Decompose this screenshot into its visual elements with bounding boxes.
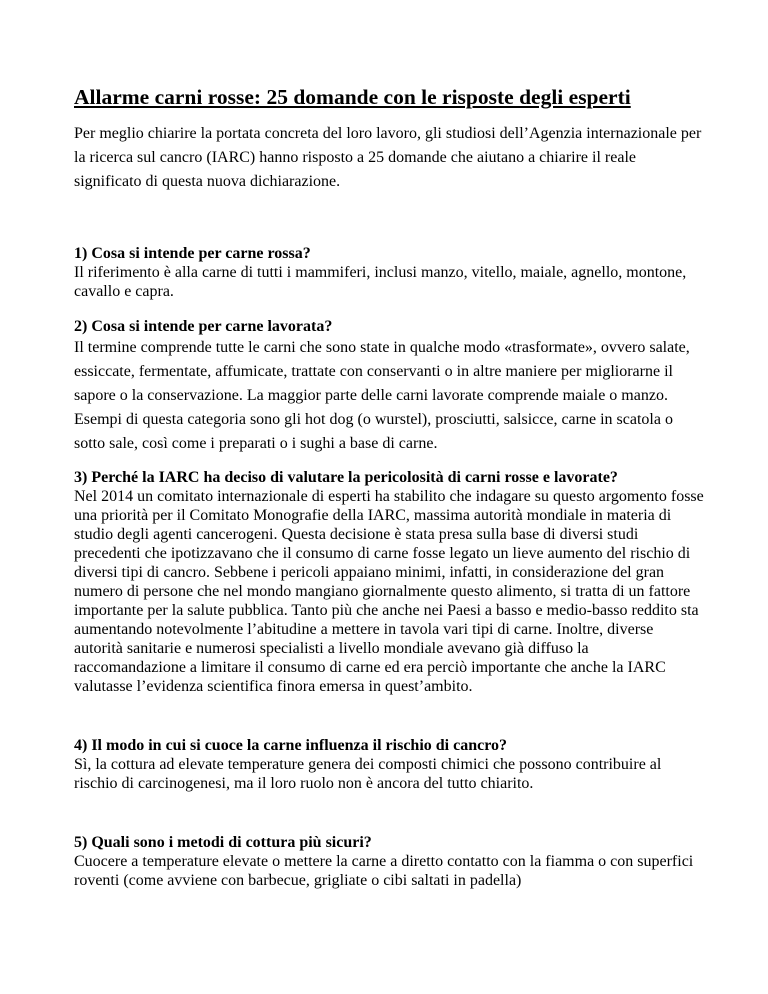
question-5: 5) Quali sono i metodi di cottura più sicuri? [74, 834, 372, 851]
question-2: 2) Cosa si intende per carne lavorata? [74, 318, 333, 335]
qa-item-3 [74, 468, 704, 696]
qa-item-2 [74, 317, 704, 456]
answer-4: Sì, la cottura ad elevate temperature genera dei composti chimici che possono contribuire al rischio di carcinogenesi, ma il loro ruolo non è ancora del tutto chiarito. [74, 756, 662, 792]
question-3: 3) Perché la IARC ha deciso di valutare la pericolosità di carni rosse e lavorate? [74, 469, 618, 486]
answer-3: Nel 2014 un comitato internazionale di esperti ha stabilito che indagare su questo argomento fosse una priorità per il Comitato Monografie della IARC, massima autorità mondiale in materia di studio degli agenti cancerogeni. Questa decisione è stata presa sulla base di diversi studi precedenti che ipotizzavano che il consumo di carne fosse legato un lieve aumento del rischio di diversi tipi di cancro. Sebbene i pericoli appaiano minimi, infatti, in considerazione del gran numero di persone che nel mondo mangiano giornalmente questo alimento, si tratta di un fattore importante per la salute pubblica. Tanto più che anche nei Paesi a basso e medio-basso reddito sta aumentando notevolmente l’abitudine a mettere in tavola vari tipi di carne. Inoltre, diverse autorità sanitarie e numerosi specialisti a livello mondiale avevano già diffuso la raccomandazione a limitare il consumo di carne ed era perciò importante che anche la IARC valutasse l’evidenza scientifica finora emersa in quest’ambito. [74, 488, 704, 695]
intro-paragraph: Per meglio chiarire la portata concreta del loro lavoro, gli studiosi dell’Agenzia internazionale per la ricerca sul cancro (IARC) hanno risposto a 25 domande che aiutano a chiarire il reale significato di questa nuova dichiarazione. [74, 125, 702, 190]
qa-item-4 [74, 736, 704, 793]
answer-1: Il riferimento è alla carne di tutti i mammiferi, inclusi manzo, vitello, maiale, agnello, montone, cavallo e capra. [74, 264, 687, 300]
question-1: 1) Cosa si intende per carne rossa? [74, 245, 311, 262]
qa-item-5 [74, 833, 704, 890]
answer-5: Cuocere a temperature elevate o mettere la carne a diretto contatto con la fiamma o con superfici roventi (come avviene con barbecue, grigliate o cibi saltati in padella) [74, 853, 694, 889]
document-title: Allarme carni rosse: 25 domande con le risposte degli esperti [74, 85, 631, 109]
answer-2: Il termine comprende tutte le carni che sono state in qualche modo «trasformate», ovvero salate, essiccate, fermentate, affumicate, trattate con conservanti o in altre maniere per migliorarne il sapore o la conservazione. La maggior parte delle carni lavorate comprende maiale o manzo. Esempi di questa categoria sono gli hot dog (o wurstel), prosciutti, salsicce, carne in scatola o sotto sale, così come i preparati o i sughi a base di carne. [74, 339, 690, 452]
question-4: 4) Il modo in cui si cuoce la carne influenza il rischio di cancro? [74, 737, 508, 754]
qa-item-1 [74, 244, 704, 301]
